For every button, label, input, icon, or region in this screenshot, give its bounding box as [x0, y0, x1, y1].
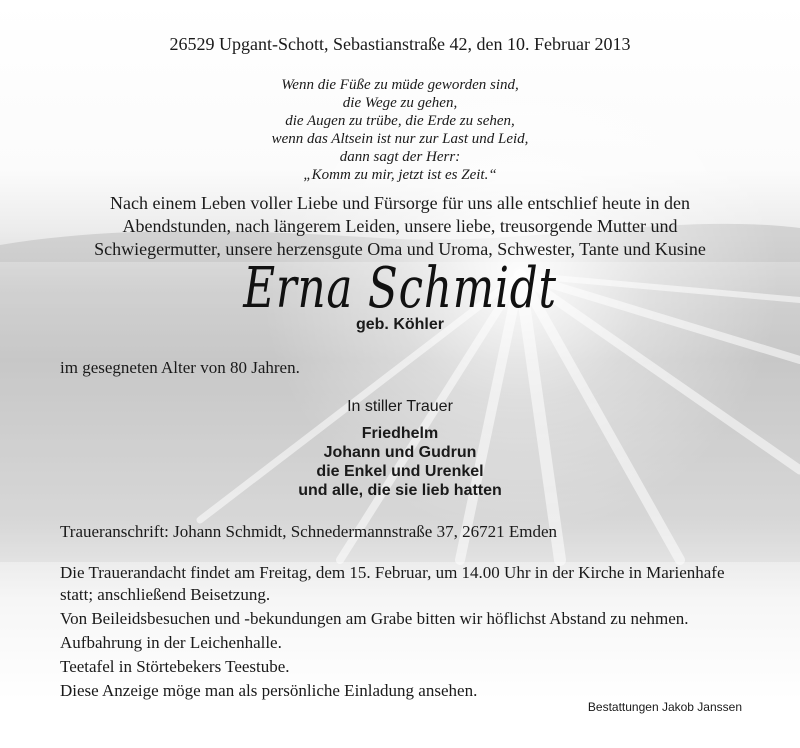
intro-line: Abendstunden, nach längerem Leiden, unsere liebe, treusorgende Mutter und [122, 216, 678, 236]
intro-paragraph [0, 192, 800, 261]
mourner-name: Friedhelm [361, 425, 439, 442]
mourner-name: Johann und Gudrun [323, 444, 477, 461]
intro-line: Nach einem Leben voller Liebe und Fürsorge für uns alle entschlief heute in den [110, 193, 690, 213]
poem-line: die Wege zu gehen, [342, 95, 458, 111]
poem-line: wenn das Altsein ist nur zur Last und Leid, [271, 131, 529, 147]
mourning-address: Traueranschrift: Johann Schmidt, Schnedermannstraße 37, 26721 Emden [60, 522, 557, 541]
mourning-heading: In stiller Trauer [347, 398, 453, 415]
birth-name: geb. Köhler [355, 316, 444, 333]
mourners-list [0, 424, 800, 500]
detail-line: Aufbahrung in der Leichenhalle. [60, 633, 282, 652]
detail-line: Von Beileidsbesuchen und -bekundungen am Grabe bitten wir höflichst Abstand zu nehmen. [60, 609, 689, 628]
detail-line: Teetafel in Störtebekers Teestube. [60, 657, 290, 676]
age-statement: im gesegneten Alter von 80 Jahren. [60, 358, 300, 377]
detail-line: Diese Anzeige möge man als persönliche Einladung ansehen. [60, 681, 478, 700]
deceased-name: Erna Schmidt [243, 256, 557, 321]
poem [0, 76, 800, 184]
undertaker-credit: Bestattungen Jakob Janssen [587, 700, 742, 714]
poem-line: „Komm zu mir, jetzt ist es Zeit.“ [303, 167, 497, 183]
mourner-name: die Enkel und Urenkel [316, 463, 484, 480]
mourner-name: und alle, die sie lieb hatten [298, 482, 502, 499]
place-and-date: 26529 Upgant-Schott, Sebastianstraße 42, den 10. Februar 2013 [169, 34, 631, 54]
poem-line: Wenn die Füße zu müde geworden sind, [281, 77, 519, 93]
funeral-details [60, 562, 730, 704]
intro-line: Schwiegermutter, unsere herzensgute Oma und Uroma, Schwester, Tante und Kusine [94, 239, 706, 259]
poem-line: die Augen zu trübe, die Erde zu sehen, [285, 113, 515, 129]
detail-line: Die Trauerandacht findet am Freitag, dem 15. Februar, um 14.00 Uhr in der Kirche in Marienhafe statt; anschließend Beisetzung. [60, 563, 725, 604]
poem-line: dann sagt der Herr: [339, 149, 461, 165]
